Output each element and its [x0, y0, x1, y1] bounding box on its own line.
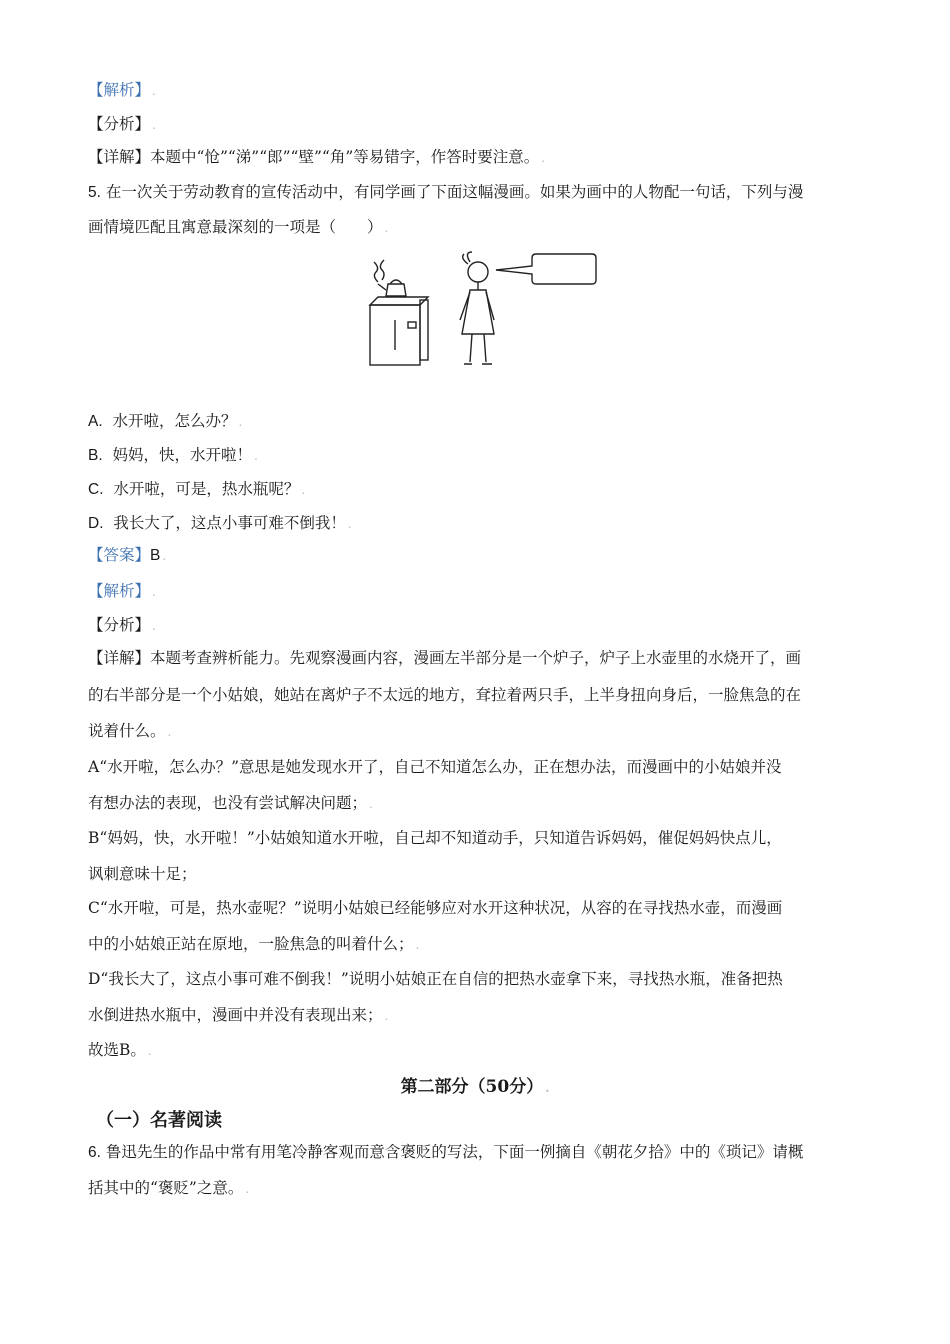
steam-left	[374, 262, 378, 282]
q5-stem-line1	[88, 182, 803, 203]
answer-value: B	[150, 547, 161, 564]
option-text: 妈妈，快，水开啦！	[112, 446, 253, 464]
q4-fenxi-line: 【分析】 .	[88, 115, 156, 133]
question-number: 6.	[88, 1144, 101, 1161]
girl-right-leg	[484, 334, 486, 362]
q5-stem-text2: 画情境匹配且寓意最深刻的一项是（ ）	[88, 218, 383, 236]
detail-tag: 【详解】	[88, 649, 151, 667]
part-title: 第二部分（50分）	[400, 1077, 544, 1097]
option-text: 水开啦，怎么办？	[112, 412, 237, 430]
q5-fenxi-line: 【分析】 .	[88, 616, 156, 634]
girl-head	[468, 262, 488, 282]
analysis-tag: 【解析】	[88, 81, 151, 99]
detail-text: 本题考查辨析能力。先观察漫画内容，漫画左半部分是一个炉子，炉子上水壶里的水烧开了，画	[150, 649, 802, 667]
detail-text: 的右半部分是一个小姑娘，她站在离炉子不太远的地方，耷拉着两只手，上半身扭向身后，一脸焦急的在	[88, 686, 802, 704]
stove-top	[370, 297, 428, 305]
option-a: A. 水开啦，怎么办？ .	[88, 412, 243, 430]
option-letter: B.	[88, 447, 103, 464]
q6-stem-text1: 鲁迅先生的作品中常有用笔冷静客观而意含褒贬的写法，下面一例摘自《朝花夕拾》中的《琐记》请概	[105, 1143, 804, 1161]
q5-stem-line2: 画情境匹配且寓意最深刻的一项是（ ） .	[88, 218, 389, 236]
detail-tag: 【详解】	[88, 148, 151, 166]
girl-hair	[463, 252, 472, 264]
detail-text: 说着什么。	[88, 722, 166, 740]
detail-text: C“水开啦，可是，热水壶呢？”说明小姑娘已经能够应对水开这种状况，从容的在寻找热水壶，而漫画	[88, 899, 783, 917]
q5-analysis-line: 【解析】 .	[88, 582, 156, 600]
detail-text: 水倒进热水瓶中，漫画中并没有表现出来；	[88, 1006, 383, 1024]
detail-text: 中的小姑娘正站在原地，一脸焦急的叫着什么；	[88, 935, 414, 953]
option-d: D. 我长大了，这点小事可难不倒我！ .	[88, 514, 352, 532]
girl-left-leg	[470, 334, 472, 362]
q5-detail-line-5: 有想办法的表现，也没有尝试解决问题； .	[88, 794, 373, 812]
stove-side	[420, 300, 428, 360]
q5-detail-line-7	[88, 864, 197, 884]
fenxi-tag: 【分析】	[88, 616, 151, 634]
q5-detail-line-1	[88, 648, 801, 668]
detail-text: A“水开啦，怎么办？”意思是她发现水开了，自己不知道怎么办，正在想办法，而漫画中的小姑娘并没	[88, 758, 782, 776]
q6-stem-line1	[88, 1142, 803, 1163]
q5-detail-line-8	[88, 898, 782, 918]
detail-text: 有想办法的表现，也没有尝试解决问题；	[88, 794, 368, 812]
detail-text: 讽刺意味十足；	[88, 865, 197, 883]
option-c: C. 水开啦，可是，热水瓶呢？ .	[88, 480, 306, 498]
section-heading	[96, 1106, 222, 1132]
kettle-spout	[378, 284, 386, 290]
steam-right	[380, 260, 384, 280]
q6-stem-line2: 括其中的“褒贬”之意。 .	[88, 1179, 250, 1197]
q5-detail-line-11: 水倒进热水瓶中，漫画中并没有表现出来； .	[88, 1006, 389, 1024]
detail-text: D“我长大了，这点小事可难不倒我！”说明小姑娘正在自信的把热水壶拿下来，寻找热水瓶，准备把热	[88, 970, 783, 988]
analysis-tag: 【解析】	[88, 582, 151, 600]
detail-text: 本题中“怆”“涕”“郎”“壁”“角”等易错字，作答时要注意。	[150, 148, 540, 166]
cartoon-illustration	[360, 250, 610, 375]
q5-detail-line-2	[88, 685, 801, 705]
option-text: 水开啦，可是，热水瓶呢？	[113, 480, 300, 498]
detail-text: B“妈妈，快，水开啦！”小姑娘知道水开啦，自己却不知道动手，只知道告诉妈妈，催促妈妈快点儿，	[88, 829, 782, 847]
q4-analysis-line: 【解析】 .	[88, 81, 156, 99]
q5-detail-line-12: 故选B。 .	[88, 1041, 152, 1059]
q5-answer-line: 【答案】B .	[88, 546, 167, 564]
q5-detail-line-6	[88, 828, 782, 848]
speech-bubble	[496, 254, 596, 284]
fenxi-tag: 【分析】	[88, 115, 151, 133]
q6-stem-text2: 括其中的“褒贬”之意。	[88, 1179, 244, 1197]
option-letter: C.	[88, 481, 104, 498]
question-number: 5.	[88, 184, 101, 201]
option-text: 我长大了，这点小事可难不倒我！	[113, 514, 346, 532]
option-letter: D.	[88, 515, 104, 532]
q5-detail-line-10	[88, 969, 783, 989]
kettle-body	[386, 284, 406, 296]
q4-detail-line: 【详解】本题中“怆”“涕”“郎”“壁”“角”等易错字，作答时要注意。 .	[88, 148, 546, 166]
option-letter: A.	[88, 413, 103, 430]
stove-knob	[408, 322, 416, 328]
option-b: B. 妈妈，快，水开啦！ .	[88, 446, 258, 464]
part-heading: 第二部分（50分） .	[400, 1077, 550, 1097]
girl-dress	[462, 290, 494, 334]
q5-detail-line-4	[88, 757, 782, 777]
q5-detail-line-3: 说着什么。 .	[88, 722, 172, 740]
detail-text: 故选B。	[88, 1041, 146, 1059]
section-title: （一）名著阅读	[96, 1110, 222, 1131]
answer-tag: 【答案】	[88, 546, 151, 564]
q5-stem-text1: 在一次关于劳动教育的宣传活动中，有同学画了下面这幅漫画。如果为画中的人物配一句话，下列与漫	[105, 183, 804, 201]
q5-detail-line-9: 中的小姑娘正站在原地，一脸焦急的叫着什么； .	[88, 935, 420, 953]
